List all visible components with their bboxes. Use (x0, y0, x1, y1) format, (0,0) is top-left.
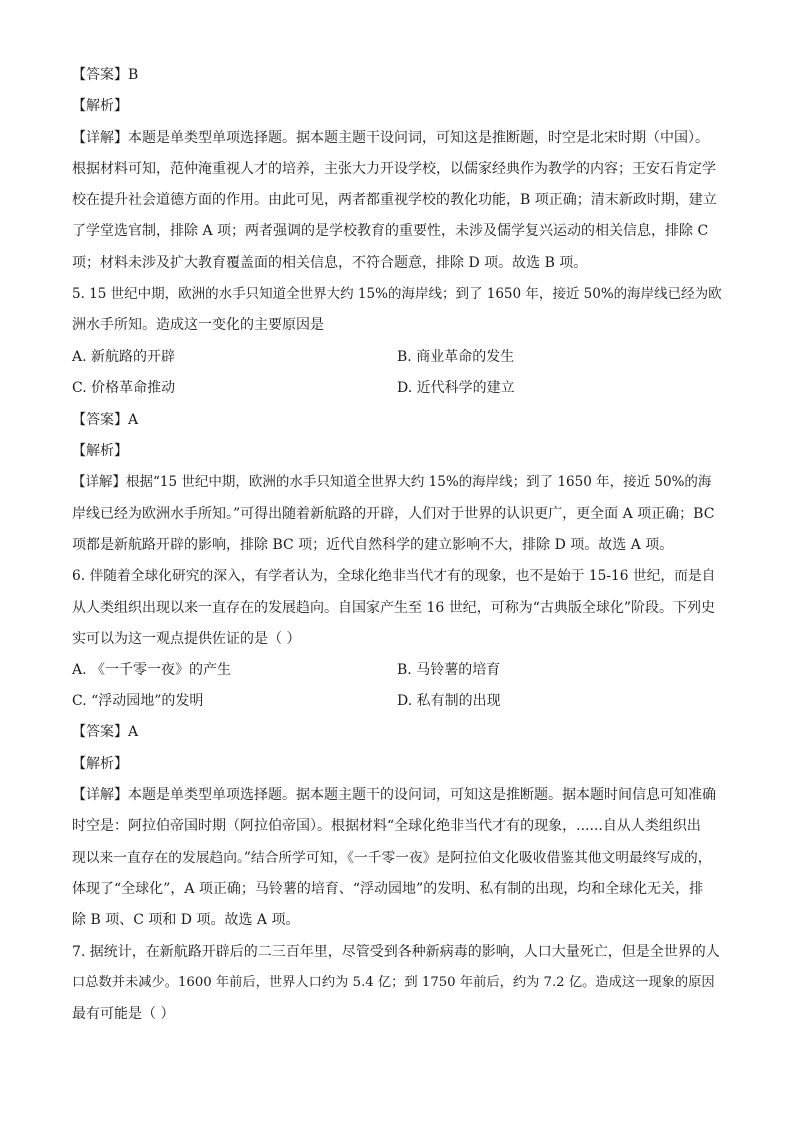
explanation-line: 体现了“全球化”，A 项正确；马铃薯的培育、“浮动园地”的发明、私有制的出现，均和全球化无关，排 (72, 881, 704, 897)
option-a: A. 《一千零一夜》的产生 (72, 662, 232, 678)
option-b: B. 马铃薯的培育 (397, 662, 501, 678)
question-line: 洲水手所知。造成这一变化的主要原因是 (72, 317, 324, 333)
answer-label: 【答案】B (72, 67, 139, 83)
question-line: 最有可能是（ ） (72, 1006, 175, 1022)
option-d: D. 近代科学的建立 (397, 380, 515, 396)
explanation-line: 项；材料未涉及扩大教育覆盖面的相关信息，不符合题意，排除 D 项。故选 B 项。 (72, 255, 588, 271)
question-line: 7. 据统计，在新航路开辟后的二三百年里，尽管受到各种新病毒的影响，人口大量死亡，但是全世界的人 (72, 944, 720, 960)
question-line: 实可以为这一观点提供佐证的是（ ） (72, 631, 301, 647)
question-line: 口总数并未减少。1600 年前后，世界人口约为 5.4 亿；到 1750 年前后，约为 7.2 亿。造成这一现象的原因 (72, 975, 715, 990)
question-line: 6. 伴随着全球化研究的深入，有学者认为，全球化绝非当代才有的现象，也不是始于 15-16 世纪，而是自 (72, 568, 716, 584)
explanation-line: 项都是新航路开辟的影响，排除 BC 项；近代自然科学的建立影响不大，排除 D 项。故选 A 项。 (72, 537, 674, 553)
option-d: D. 私有制的出现 (397, 693, 501, 709)
explanation-line: 【详解】本题是单类型单项选择题。据本题主题干设问词，可知这是推断题，时空是北宋时期（中国）。 (72, 130, 709, 146)
explanation-line: 校在提升社会道德方面的作用。由此可见，两者都重视学校的教化功能，B 项正确；清末新政时期，建立 (72, 192, 717, 208)
explanation-line: 了学堂选官制，排除 A 项；两者强调的是学校教育的重要性，未涉及儒学复兴运动的相关信息，排除 C (72, 223, 709, 239)
explanation-line: 【详解】本题是单类型单项选择题。据本题主题干的设问词，可知这是推断题。据本题时间信息可知准确 (72, 787, 716, 803)
explanation-line: 【详解】根据“15 世纪中期，欧洲的水手只知道全世界大约 15%的海岸线；到了 1650 年，接近 50%的海 (72, 474, 712, 490)
answer-label: 【答案】A (72, 412, 139, 428)
option-b: B. 商业革命的发生 (397, 349, 515, 365)
question-line: 5. 15 世纪中期，欧洲的水手只知道全世界大约 15%的海岸线；到了 1650 年，接近 50%的海岸线已经为欧 (72, 286, 722, 302)
option-c: C. 价格革命推动 (72, 380, 176, 396)
explanation-line: 岸线已经为欧洲水手所知。”可得出随着新航路的开辟，人们对于世界的认识更广，更全面 A 项正确；BC (72, 506, 715, 522)
option-c: C. “浮动园地”的发明 (72, 693, 204, 709)
explanation-line: 时空是：阿拉伯帝国时期（阿拉伯帝国）。根据材料“全球化绝非当代才有的现象，......自从人类组织出 (72, 818, 701, 834)
answer-label: 【答案】A (72, 724, 139, 740)
question-line: 从人类组织出现以来一直存在的发展趋向。自国家产生至 16 世纪，可称为“古典版全球化”阶段。下列史 (72, 600, 716, 616)
analysis-label: 【解析】 (72, 443, 128, 459)
explanation-line: 除 B 项、C 项和 D 项。故选 A 项。 (72, 912, 300, 928)
explanation-line: 根据材料可知，范仲淹重视人才的培养，主张大力开设学校，以儒家经典作为教学的内容；王安石肯定学 (72, 161, 716, 177)
analysis-label: 【解析】 (72, 756, 128, 772)
analysis-label: 【解析】 (72, 98, 128, 114)
explanation-line: 现以来一直存在的发展趋向。”结合所学可知，《一千零一夜》是阿拉伯文化吸收借鉴其他文明最终写成的， (72, 850, 712, 866)
option-a: A. 新航路的开辟 (72, 349, 176, 365)
